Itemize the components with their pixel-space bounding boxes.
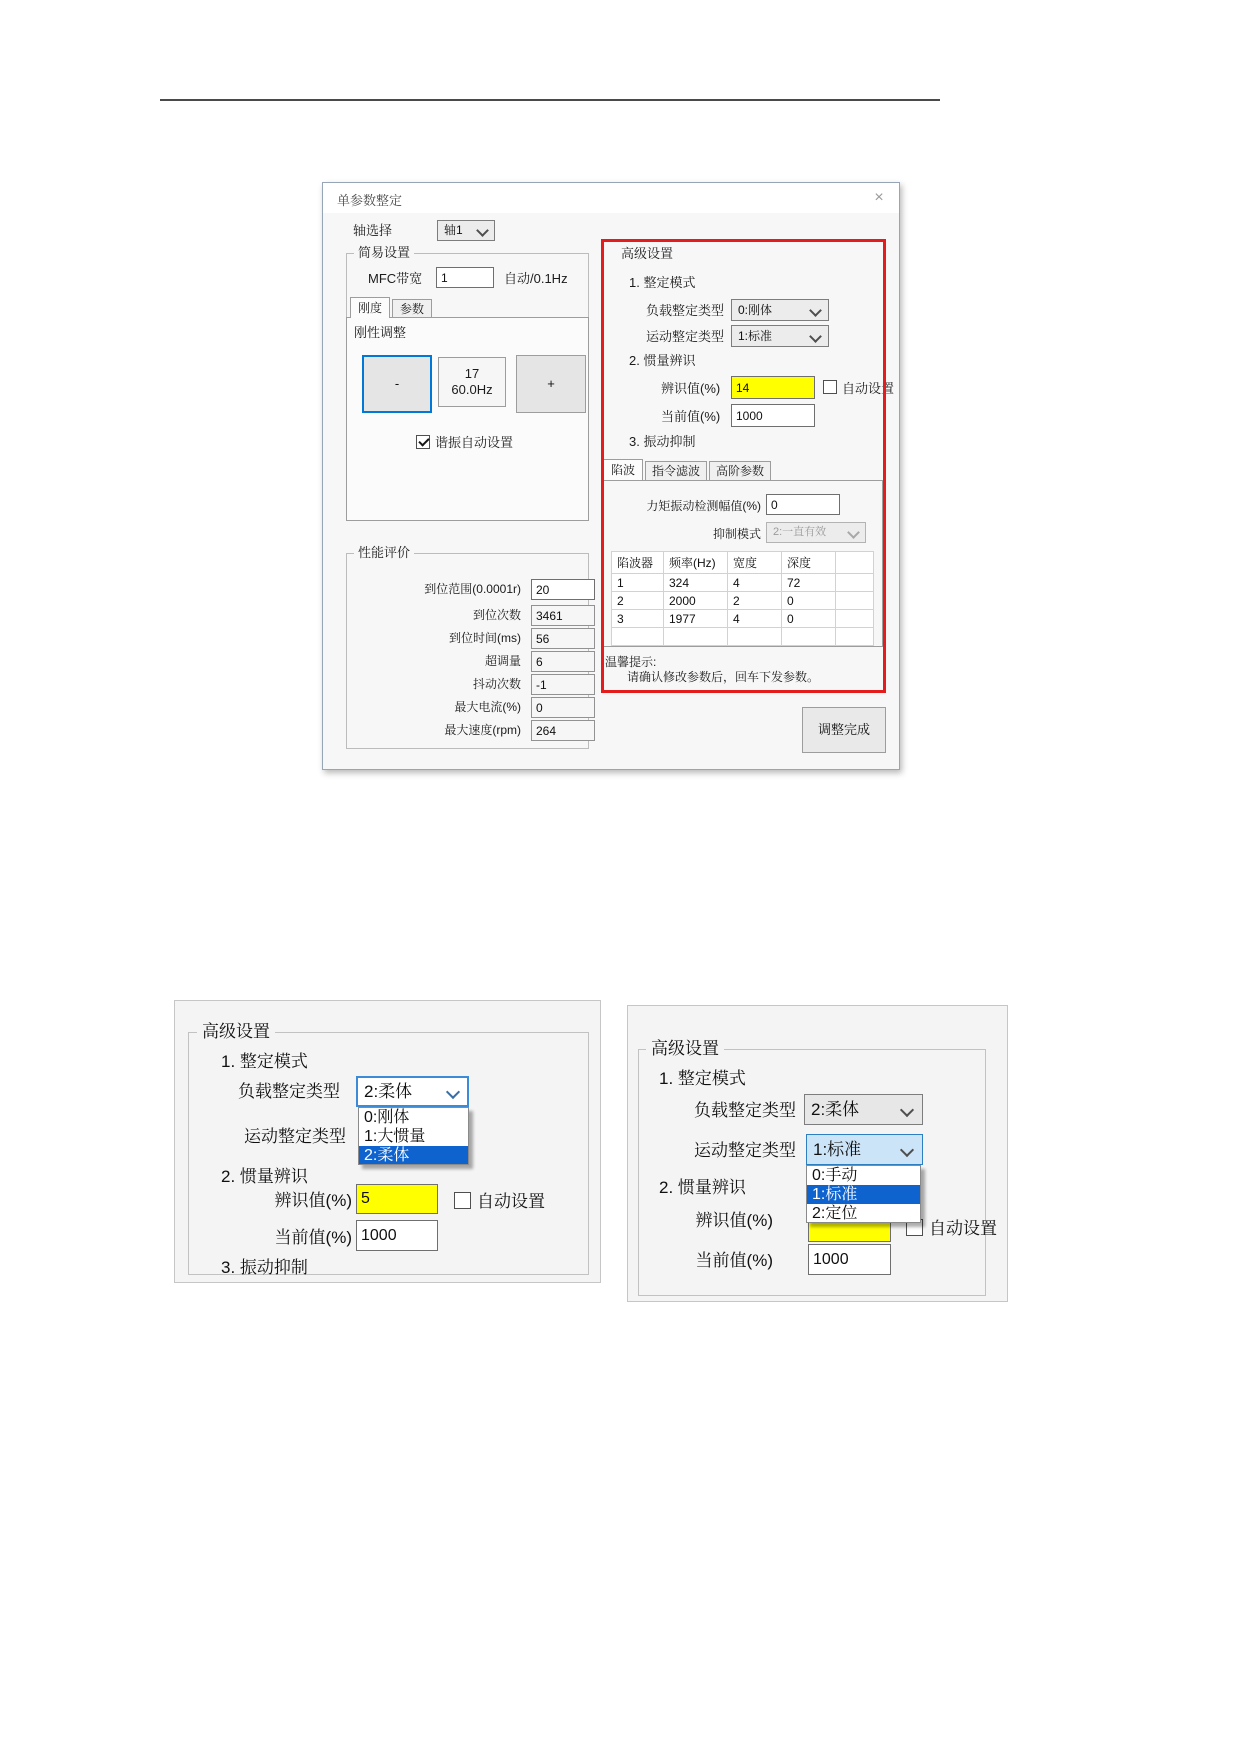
load-type-value: 2:柔体 [811, 1100, 860, 1119]
cell: 2 [612, 592, 664, 610]
motion-type-label: 运动整定类型 [694, 1141, 796, 1160]
load-type-value: 0:刚体 [738, 303, 773, 317]
cell: 1977 [664, 610, 728, 628]
notch-col-id: 陷波器 [612, 552, 664, 574]
header-rule [160, 99, 940, 101]
stiffness-level-value: 17 [464, 366, 480, 381]
performance-title: 性能评价 [354, 545, 414, 561]
tip-text: 请确认修改参数后，回车下发参数。 [627, 670, 820, 684]
ident-value-label: 辨识值(%) [274, 1191, 352, 1210]
perf-label-jitter: 抖动次数 [472, 677, 521, 691]
perf-current-value [531, 697, 595, 718]
simple-settings-title: 简易设置 [354, 245, 414, 261]
stiffness-minus-button[interactable]: - [362, 355, 432, 413]
stiffness-plus-button[interactable]: + [516, 355, 586, 413]
motion-type-combo[interactable] [731, 325, 829, 347]
motion-type-dropdown [806, 1165, 921, 1223]
tuning-dialog [322, 182, 900, 770]
section-vibration: 3. 振动抑制 [221, 1258, 308, 1277]
load-type-value: 2:柔体 [364, 1082, 413, 1101]
tab-notch[interactable]: 陷波 [603, 459, 643, 480]
cell [836, 628, 874, 646]
dropdown-item[interactable]: 1:大惯量 [364, 1128, 426, 1145]
current-value-input[interactable] [731, 404, 815, 427]
table-row[interactable] [612, 592, 874, 610]
advanced-title: 高级设置 [646, 1039, 724, 1059]
advanced-title: 高级设置 [197, 1022, 275, 1042]
auto-set-label: 自动设置 [477, 1192, 545, 1211]
cell: 4 [728, 574, 782, 592]
cell: 4 [728, 610, 782, 628]
auto-set-checkbox[interactable] [454, 1192, 471, 1209]
cell: 0 [782, 610, 836, 628]
axis-select-combo[interactable] [437, 220, 495, 241]
axis-select-label: 轴选择 [353, 223, 393, 238]
perf-time-value [531, 628, 595, 649]
perf-label-range: 到位范围(0.0001r) [424, 582, 521, 596]
table-row[interactable] [612, 628, 874, 646]
section-inertia: 2. 惯量辨识 [629, 353, 696, 368]
table-row[interactable] [612, 574, 874, 592]
current-value-input[interactable] [356, 1220, 438, 1251]
cell [664, 628, 728, 646]
load-type-label: 负载整定类型 [646, 303, 725, 318]
chevron-down-icon [900, 1103, 914, 1117]
axis-select-value: 轴1 [444, 223, 463, 237]
dropdown-item-selected[interactable]: 2:柔体 [359, 1146, 468, 1165]
cell [782, 628, 836, 646]
notch-filter-table [611, 551, 874, 646]
tab-advanced-params[interactable]: 高阶参数 [709, 461, 771, 480]
notch-col-extra [836, 552, 874, 574]
notch-col-freq: 频率(Hz) [664, 552, 728, 574]
auto-set-label: 自动设置 [842, 381, 895, 396]
figure-left [174, 1000, 601, 1283]
stiffness-tab-panel [346, 317, 589, 521]
suppress-mode-label: 抑制模式 [712, 527, 761, 541]
cell [836, 610, 874, 628]
figure-right [627, 1005, 1008, 1302]
perf-label-time: 到位时间(ms) [449, 631, 521, 645]
section-vibration: 3. 振动抑制 [629, 434, 696, 449]
ident-value-label: 辨识值(%) [661, 381, 721, 396]
rigidity-adjust-label: 刚性调整 [354, 325, 407, 340]
auto-set-checkbox[interactable] [823, 380, 837, 394]
cell [612, 628, 664, 646]
tuning-done-button[interactable]: 调整完成 [802, 707, 886, 753]
perf-label-speed: 最大速度(rpm) [444, 723, 521, 737]
current-value-label: 当前值(%) [695, 1251, 773, 1270]
cell [836, 574, 874, 592]
section-tuning-mode: 1. 整定模式 [659, 1069, 746, 1088]
notch-col-depth: 深度 [782, 552, 836, 574]
resonance-auto-checkbox[interactable] [416, 435, 430, 449]
ident-value-input[interactable] [731, 376, 815, 399]
suppress-mode-combo [766, 522, 866, 543]
perf-label-current: 最大电流(%) [454, 700, 521, 714]
tab-command-filter[interactable]: 指令滤波 [645, 461, 707, 480]
chevron-down-icon [476, 224, 489, 237]
motion-type-label: 运动整定类型 [244, 1127, 346, 1146]
cell: 72 [782, 574, 836, 592]
tab-stiffness[interactable]: 刚度 [350, 297, 390, 318]
perf-label-overshoot: 超调量 [484, 654, 521, 668]
perf-overshoot-value [531, 651, 595, 672]
section-tuning-mode: 1. 整定模式 [221, 1052, 308, 1071]
check-icon [418, 435, 429, 446]
perf-range-input[interactable] [531, 579, 595, 600]
torque-detect-input[interactable] [766, 494, 840, 515]
resonance-auto-label: 谐振自动设置 [435, 435, 514, 450]
cell [836, 592, 874, 610]
current-value-label: 当前值(%) [661, 409, 721, 424]
chevron-down-icon [446, 1085, 460, 1099]
current-value-input[interactable] [808, 1244, 891, 1275]
dropdown-item-selected[interactable]: 1:标准 [807, 1185, 920, 1204]
cell: 0 [782, 592, 836, 610]
dropdown-item[interactable]: 0:刚体 [364, 1109, 410, 1126]
cell: 2000 [664, 592, 728, 610]
ident-value-label: 辨识值(%) [695, 1211, 773, 1230]
perf-label-count: 到位次数 [472, 608, 521, 622]
notch-header-row [612, 552, 874, 574]
chevron-down-icon [809, 304, 822, 317]
section-inertia: 2. 惯量辨识 [221, 1167, 308, 1186]
tab-parameters[interactable]: 参数 [392, 299, 432, 318]
suppress-mode-value: 2:一直有效 [773, 526, 827, 538]
section-tuning-mode: 1. 整定模式 [629, 275, 696, 290]
load-type-combo[interactable] [804, 1094, 923, 1125]
perf-count-value [531, 605, 595, 626]
stiffness-level-freq: 60.0Hz [451, 382, 493, 397]
load-type-combo-open[interactable] [356, 1076, 469, 1107]
load-type-combo[interactable] [731, 299, 829, 321]
load-type-label: 负载整定类型 [694, 1101, 796, 1120]
chevron-down-icon [900, 1143, 914, 1157]
load-type-dropdown [358, 1107, 469, 1165]
perf-jitter-value [531, 674, 595, 695]
advanced-title: 高级设置 [621, 246, 674, 261]
cell: 324 [664, 574, 728, 592]
motion-type-value: 1:标准 [813, 1140, 862, 1159]
cell: 2 [728, 592, 782, 610]
dropdown-item[interactable]: 2:定位 [812, 1205, 858, 1222]
motion-type-combo-open[interactable] [806, 1134, 923, 1165]
notch-col-width: 宽度 [728, 552, 782, 574]
chevron-down-icon [809, 330, 822, 343]
mfc-bandwidth-input[interactable] [436, 267, 494, 288]
chevron-down-icon [847, 526, 860, 539]
current-value-label: 当前值(%) [274, 1228, 352, 1247]
torque-detect-label: 力矩振动检测幅值(%) [646, 499, 761, 513]
stiffness-level-display [438, 357, 506, 407]
perf-speed-value [531, 720, 595, 741]
cell: 3 [612, 610, 664, 628]
cell [728, 628, 782, 646]
dropdown-item[interactable]: 0:手动 [812, 1167, 858, 1184]
mfc-auto-hint: 自动/0.1Hz [504, 271, 568, 286]
motion-type-label: 运动整定类型 [646, 329, 725, 344]
table-row[interactable] [612, 610, 874, 628]
section-inertia: 2. 惯量辨识 [659, 1178, 746, 1197]
ident-value-input[interactable] [356, 1184, 438, 1214]
mfc-bandwidth-label: MFC带宽 [368, 271, 423, 286]
load-type-label: 负载整定类型 [238, 1082, 340, 1101]
cell: 1 [612, 574, 664, 592]
tip-title: 温馨提示: [605, 655, 657, 669]
close-icon[interactable]: × [874, 189, 884, 206]
dialog-titlebar [323, 183, 899, 213]
auto-set-label: 自动设置 [929, 1219, 997, 1238]
dialog-title: 单参数整定 [337, 193, 403, 208]
motion-type-value: 1:标准 [738, 329, 773, 343]
